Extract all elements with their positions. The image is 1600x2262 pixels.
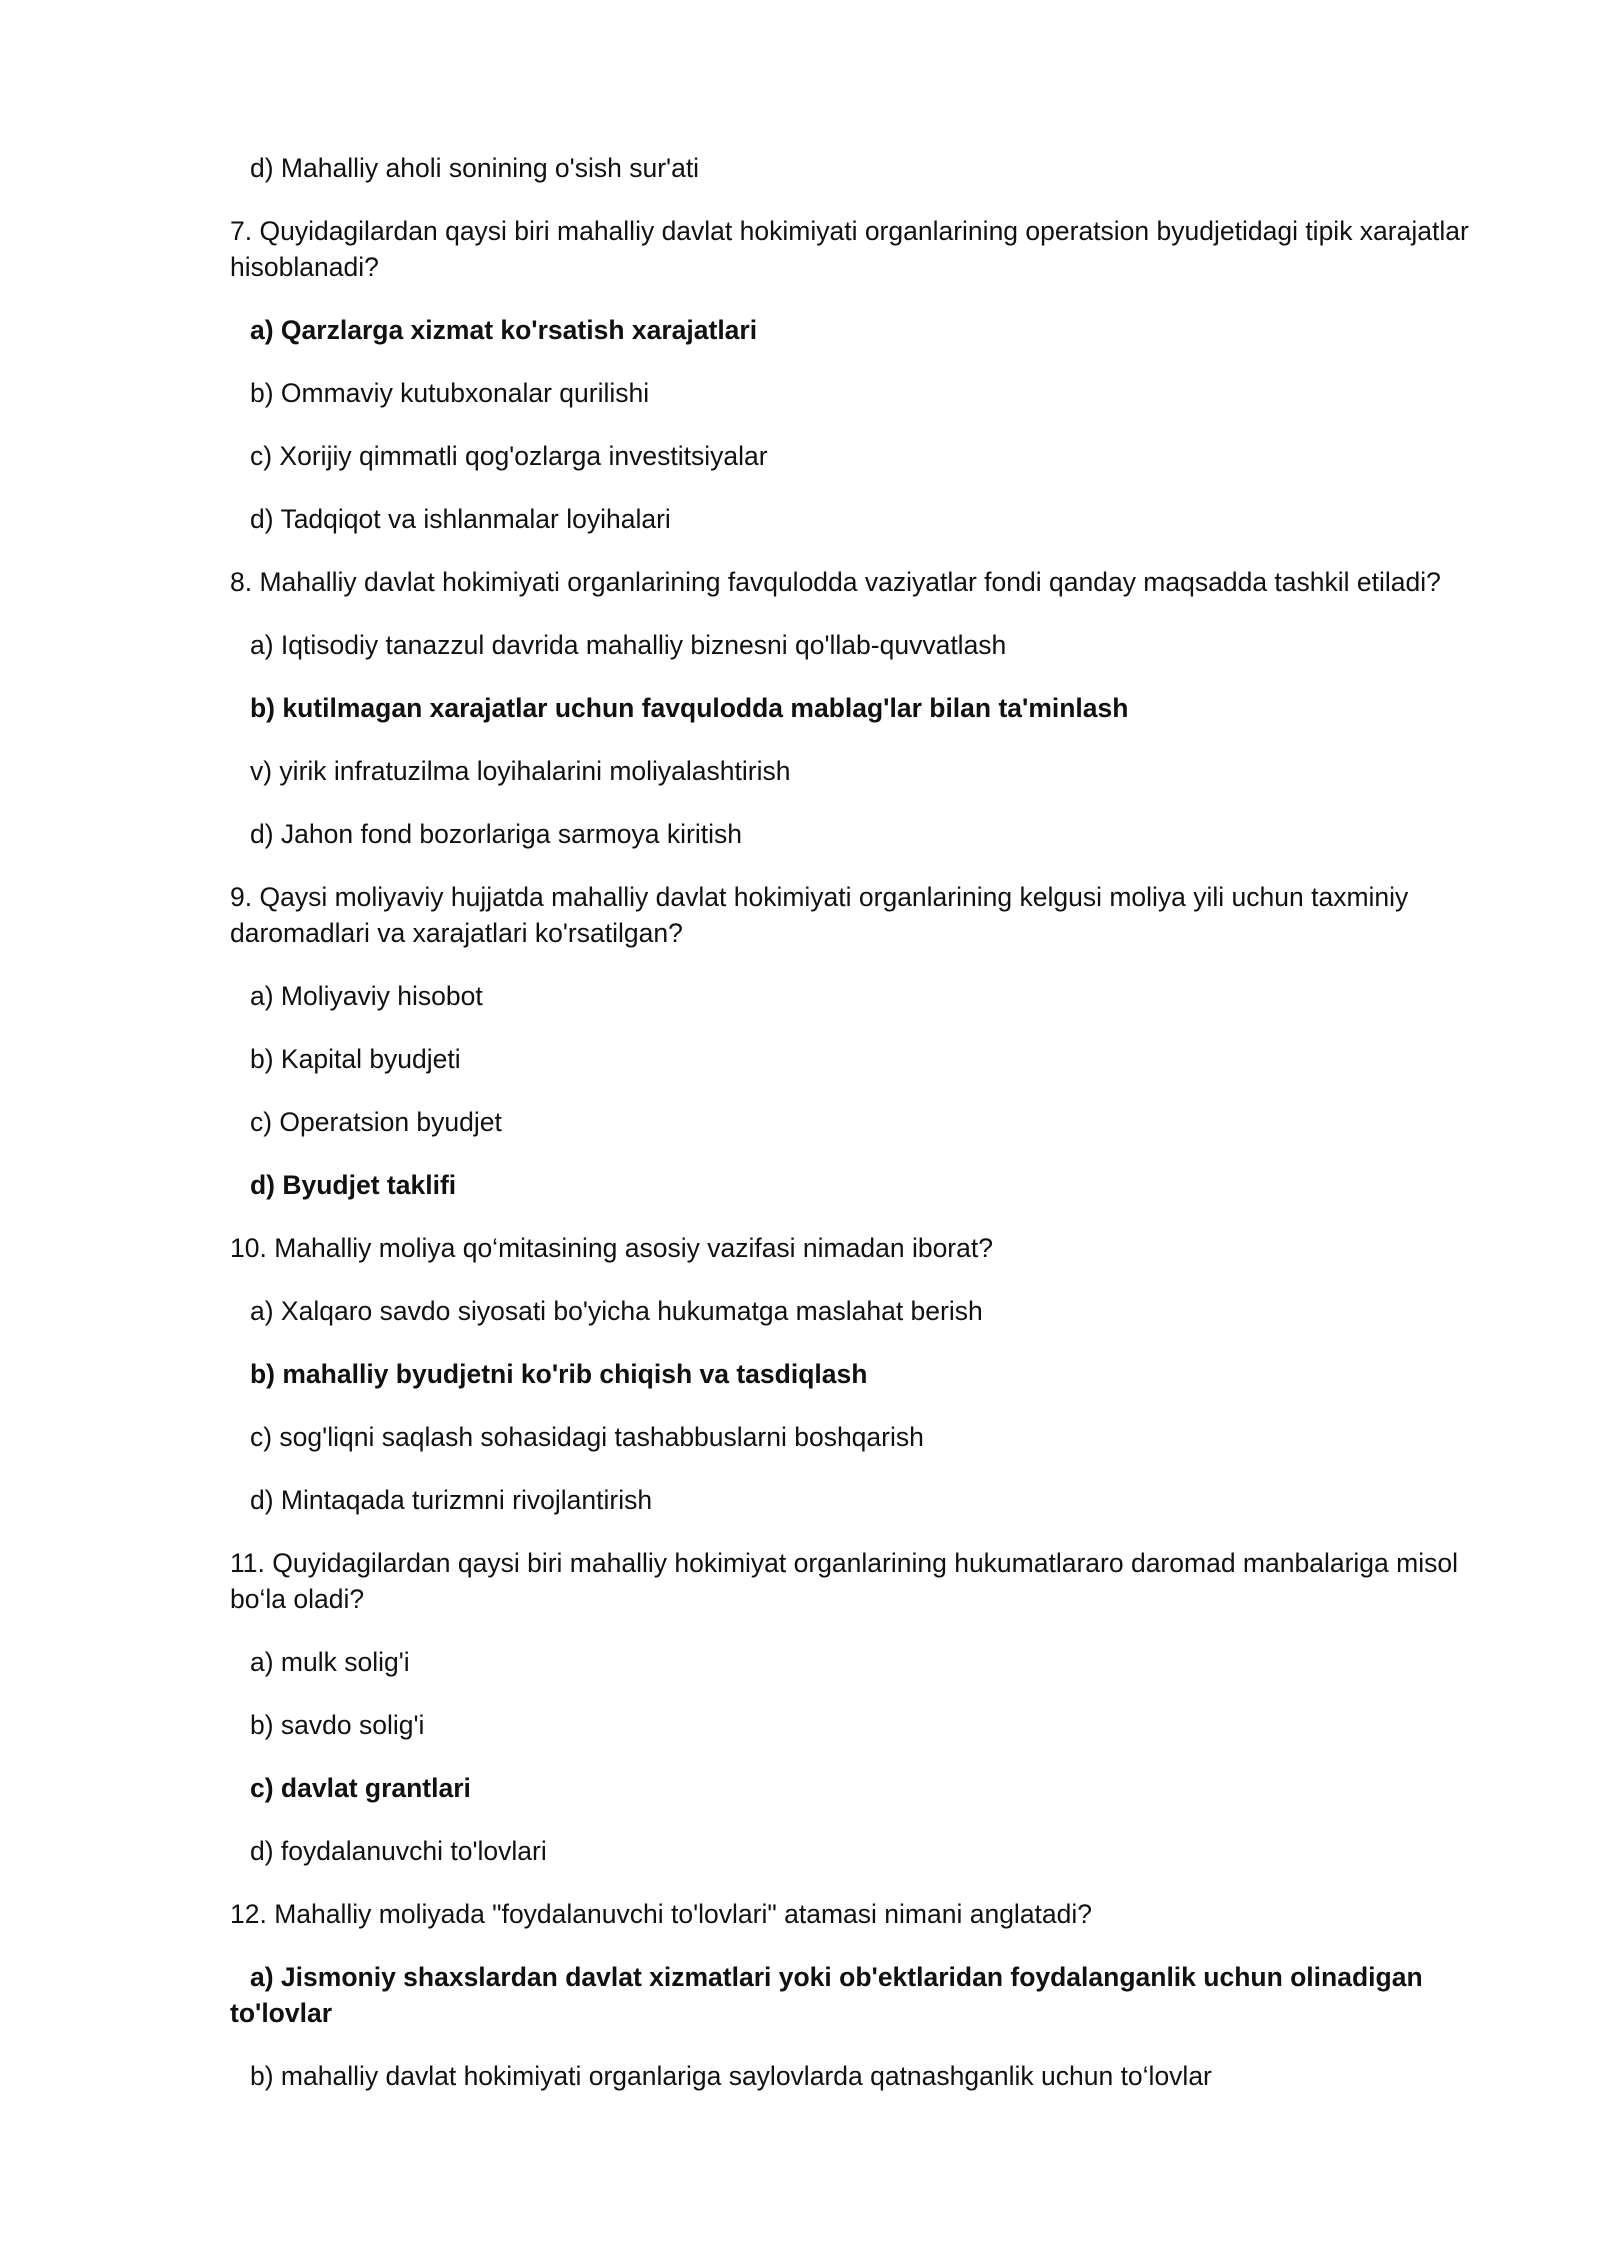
option-q7-b: b) Ommaviy kutubxonalar qurilishi bbox=[250, 378, 650, 408]
document-body bbox=[230, 150, 1490, 2121]
option-q10-d: d) Mintaqada turizmni rivojlantirish bbox=[250, 1485, 653, 1515]
option-q7-c: c) Xorijiy qimmatli qog'ozlarga investitsiyalar bbox=[250, 441, 768, 471]
option-q11-a: a) mulk solig'i bbox=[250, 1647, 410, 1677]
option-q9-c: c) Operatsion byudjet bbox=[250, 1107, 502, 1137]
option-q10-c: c) sog'liqni saqlash sohasidagi tashabbuslarni boshqarish bbox=[250, 1422, 924, 1452]
option-q9-b: b) Kapital byudjeti bbox=[250, 1044, 461, 1074]
question-7: 7. Quyidagilardan qaysi biri mahalliy davlat hokimiyati organlarining operatsion byudjetidagi tipik xarajatlar hisoblanadi? bbox=[230, 216, 1469, 282]
question-9: 9. Qaysi moliyaviy hujjatda mahalliy davlat hokimiyati organlarining kelgusi moliya yili uchun taxminiy daromadlari va xarajatlari ko'rsatilgan? bbox=[230, 882, 1409, 948]
option-q11-c-correct: c) davlat grantlari bbox=[250, 1773, 471, 1803]
option-q7-a-correct: a) Qarzlarga xizmat ko'rsatish xarajatlari bbox=[250, 315, 758, 345]
option-q9-d-correct: d) Byudjet taklifi bbox=[250, 1170, 457, 1200]
option-q11-b: b) savdo solig'i bbox=[250, 1710, 425, 1740]
option-q8-d: d) Jahon fond bozorlariga sarmoya kiritish bbox=[250, 819, 742, 849]
question-12: 12. Mahalliy moliyada "foydalanuvchi to'lovlari" atamasi nimani anglatadi? bbox=[230, 1899, 1093, 1929]
question-11: 11. Quyidagilardan qaysi biri mahalliy hokimiyat organlarining hukumatlararo daromad manbalariga misol bo‘la oladi? bbox=[230, 1548, 1458, 1614]
option-q12-b: b) mahalliy davlat hokimiyati organlariga saylovlarda qatnashganlik uchun to‘lovlar bbox=[250, 2061, 1212, 2091]
option-q8-v: v) yirik infratuzilma loyihalarini moliyalashtirish bbox=[250, 756, 791, 786]
option-q9-a: a) Moliyaviy hisobot bbox=[250, 981, 483, 1011]
option-q10-b-correct: b) mahalliy byudjetni ko'rib chiqish va tasdiqlash bbox=[250, 1359, 868, 1389]
option-q11-d: d) foydalanuvchi to'lovlari bbox=[250, 1836, 547, 1866]
option-q6-d: d) Mahalliy aholi sonining o'sish sur'ati bbox=[250, 153, 700, 183]
question-8: 8. Mahalliy davlat hokimiyati organlarining favqulodda vaziyatlar fondi qanday maqsadda tashkil etiladi? bbox=[230, 567, 1441, 597]
option-q8-a: a) Iqtisodiy tanazzul davrida mahalliy biznesni qo'llab-quvvatlash bbox=[250, 630, 1007, 660]
question-10: 10. Mahalliy moliya qo‘mitasining asosiy vazifasi nimadan iborat? bbox=[230, 1233, 993, 1263]
option-q7-d: d) Tadqiqot va ishlanmalar loyihalari bbox=[250, 504, 671, 534]
option-q12-a-correct: a) Jismoniy shaxslardan davlat xizmatlari yoki ob'ektlaridan foydalanganlik uchun olinadigan to'lovlar bbox=[230, 1962, 1423, 2028]
option-q10-a: a) Xalqaro savdo siyosati bo'yicha hukumatga maslahat berish bbox=[250, 1296, 983, 1326]
option-q8-b-correct: b) kutilmagan xarajatlar uchun favqulodda mablag'lar bilan ta'minlash bbox=[250, 693, 1129, 723]
